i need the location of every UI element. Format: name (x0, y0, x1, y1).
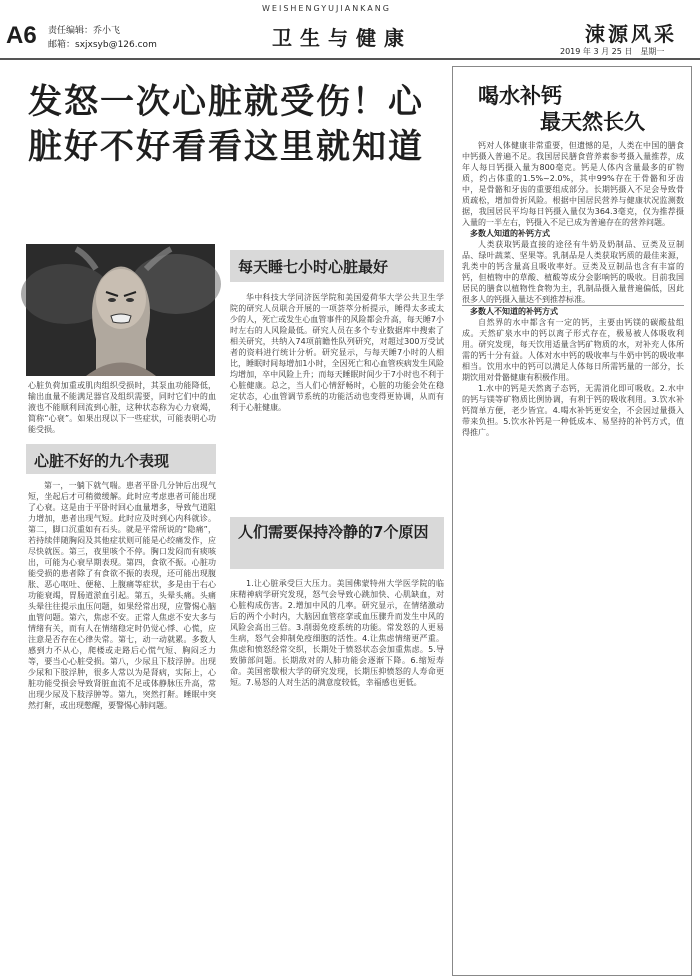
water-calcium-body (462, 140, 684, 970)
issue-date: 2019 年 3 月 25 日 星期一 (560, 47, 665, 56)
water-calcium-tips: 1.水中的钙是天然离子态钙，无需消化即可吸收。2.水中的钙与镁等矿物质比例协调，有利于钙的吸收利用。3.饮水补钙简单方便，老少皆宜。4.喝水补钙更安全，不会因过量摄入带来负担。5.饮水补钙是一种低成本、易坚持的补钙方式，值得推广。 (462, 384, 684, 437)
section-name: 卫生与健康 (272, 26, 412, 50)
header-divider (0, 58, 700, 60)
editor-email: 邮箱：sxjxsyb@126.com (48, 40, 157, 50)
editor-credit: 责任编辑：乔小飞 (48, 26, 121, 36)
known-methods-subheading: 多数人知道的补钙方式 (470, 229, 550, 238)
water-calcium-title-line2: 最天然长久 (540, 110, 645, 134)
heart-signs-body (28, 480, 216, 972)
calm-body (230, 578, 444, 972)
sleep-heading: 每天睡七小时心脏最好 (230, 250, 444, 282)
photo-caption: 心脏负荷加重或肌肉组织受损时，其泵血功能降低，输出血量不能满足器官及组织需要，同时它们中的血液也不能顺利回流到心脏，这种状态称为心力衰竭，简称“心衰”。如果出现以下一些症状，可能表明心功能受损。 (28, 381, 216, 434)
calm-heading: 人们需要保持冷静的7个原因 (230, 517, 444, 569)
section-latin-title: WEISHENGYUJIANKANG (262, 4, 391, 13)
calm-text: 1.让心脏承受巨大压力。美国佛蒙特州大学医学院的临床精神病学研究发现，怒气会导致心跳加快、心肌缺血，对心脏构成伤害。2.增加中风的几率。研究显示，在情绪激动后的两个小时内，大脑因血管痉挛或血压骤升而发生中风的风险会高出三倍。3.削弱免疫系统的功能。常发怒的人更易生病，怒气会抑制免疫细胞的活性。4.让焦虑情绪更严重。焦虑和愤怒经常交织，长期处于愤怒状态会加重焦虑。5.导致肺部问题。长期敌对的人肺功能会逐渐下降。6.缩短寿命。美国密歇根大学的研究发现，长期压抑愤怒的人寿命更短。7.易怒的人对生活的满意度较低，幸福感也更低。 (230, 579, 444, 687)
sleep-body (230, 292, 444, 492)
newspaper-name: 涑源风采 (585, 22, 677, 46)
heart-signs-heading: 心脏不好的九个表现 (26, 444, 216, 474)
main-headline: 发怒一次心脏就受伤！心脏好不好看看这里就知道 (28, 82, 424, 167)
known-methods-text: 人类获取钙最直接的途径有牛奶及奶制品、豆类及豆制品、绿叶蔬菜、坚果等。乳制品是人类获取钙质的最佳来源，乳类中的钙含量高且吸收率好。豆类及豆制品也含有丰富的钙，但植物中的草酸、植酸等成分会影响钙的吸收。目前我国居民的膳食以植物性食物为主，乳制品摄入量普遍偏低，因此很多人的钙摄入量达不到推荐标准。 (462, 240, 684, 304)
page-number: A6 (6, 22, 37, 49)
angry-man-illustration (26, 244, 215, 376)
sleep-text: 华中科技大学同济医学院和美国爱荷华大学公共卫生学院的研究人员联合开展的一项荟萃分析提示，睡得太多或太少的人，死亡或发生心血管事件的风险都会升高，每天睡7小时左右的人风险最低。研究人员在多个专业数据库中搜索了相关研究，共纳入74项前瞻性队列研究，对超过300万受试者的资料进行统计分析。研究显示，与每天睡7小时的人相比，睡眠时间每增加1小时，全因死亡和心血管疾病发生风险均增加，卒中风险上升；而每天睡眠时间少于7小时也不利于心脏健康。总之，当人们心情舒畅时，心脏的功能会处在稳定状态，心血管调节系统的功能活动也变得更协调，从而有利于心脏健康。 (230, 293, 444, 412)
water-calcium-intro: 钙对人体健康非常重要，但遗憾的是，人类在中国的膳食中钙摄入普遍不足。我国居民膳食营养素参考摄入量推荐，成年人每日钙摄入量为800毫克。钙是人体内含量最多的矿物质，约占体重的1.5%~2.0%，其中99%存在于骨骼和牙齿中，是骨骼和牙齿的重要组成部分。长期钙摄入不足会导致骨质疏松，增加骨折风险。根据中国居民营养与健康状况监测数据，我国居民平均每日钙摄入量仅为364.3毫克，仅为推荐摄入量的一半左右，钙摄入不足已成为普遍存在的营养问题。 (462, 141, 684, 227)
unknown-methods-text: 自然界的水中都含有一定的钙，主要由钙镁的碳酸盐组成。天然矿泉水中的钙以离子形式存在，极易被人体吸收利用。研究发现，每天饮用适量含钙矿物质的水，对补充人体所需的钙十分有益。人体对水中钙的吸收率与牛奶中钙的吸收率相当。饮用水中的钙可以满足人体每日所需钙量的一部分，长期饮用对骨骼健康有积极作用。 (462, 318, 684, 382)
water-calcium-title-line1: 喝水补钙 (478, 84, 562, 108)
heart-signs-text: 第一，一躺下就气喘。患者平卧几分钟后出现气短，坐起后才可稍微缓解。此时应考虑患者可能出现了心衰。这是由于平卧时回心血量增多，导致气道阻力增加，患者出现气短。此时应及时到心内科就诊。第二，脚口沉重如有石头。就是平常所说的“隐痛”，若持续伴随胸闷及其他症状则可能是心绞痛发作，应尽快就医。第三，夜里咳个不停。胸口发闷而有痰咳出，可能为心衰早期表现。第四，食欲不振。心脏功能受损的患者除了有食欲不振的表现，还可能出现腹胀、恶心呕吐、便秘、上腹痛等症状，多是由于右心功能衰竭，胃肠道淤血引起。第五，头晕头痛。头痛头晕往往提示血压问题，如果经常出现，应警惕心脑血管问题。第六，焦虑不安。正常人焦虑不安大多与情绪有关，而有人在情绪稳定时仍觉心悸、心慌，应注意是否存在心律失常。第七，动一动就累。多数人感到力不从心，爬楼或走路后心慌气短、胸闷乏力等，要当心心脏受损。第八，少尿且下肢浮肿。出现少尿和下肢浮肿，很多人常以为是肾病，实际上，心脏功能受损会导致肾脏血流不足或体静脉压升高，常出现少尿及下肢浮肿等。第九，突然打鼾。睡眠中突然打鼾，或出现憋醒，要警惕心肺问题。 (28, 481, 216, 710)
angry-man-photo (26, 244, 215, 376)
unknown-methods-subheading: 多数人不知道的补钙方式 (470, 307, 558, 316)
